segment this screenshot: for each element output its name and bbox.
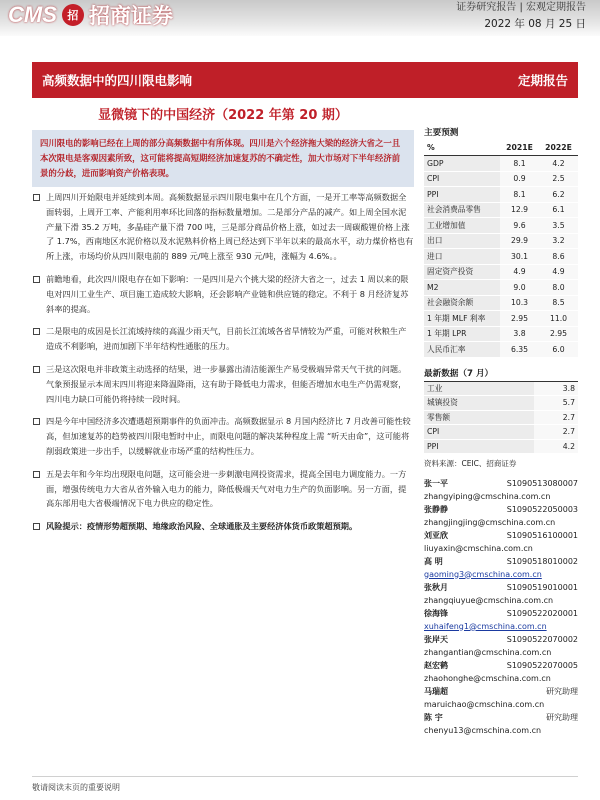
analyst-email[interactable]: zhangantian@cmschina.com.cn xyxy=(424,647,552,657)
row-label: GDP xyxy=(424,156,500,172)
topic-banner xyxy=(32,62,578,98)
logo-text-en: CMS xyxy=(8,2,57,27)
analyst-list xyxy=(424,478,578,738)
analyst-cert: S1090522020001 xyxy=(506,609,578,618)
row-label: 社会消费品零售 xyxy=(424,202,500,218)
analyst-name: 马瑞超 xyxy=(424,687,448,696)
table-row xyxy=(424,342,578,358)
row-label: CPI xyxy=(424,171,500,187)
bullet-text: 四是今年中国经济多次遭遇超预期事件的负面冲击。高频数据显示 8 月国内经济比 7 月改善可能性较高，但加速复苏的趋势被四川限电暂时中止，而限电问题的解决某种程度上需 “听天由命”，这可能将削弱政策进一步出手，以缓解就业市场严重的结构性压力。 xyxy=(46,416,411,456)
analyst-name: 张秋月 xyxy=(424,583,448,592)
analyst-email-link[interactable]: xuhaifeng1@cmschina.com.cn xyxy=(424,621,547,631)
row-label: 社会融资余额 xyxy=(424,295,500,311)
report-meta xyxy=(456,0,586,31)
analyst-entry xyxy=(424,504,578,529)
analyst-cert: S1090513080007 xyxy=(506,479,578,488)
analyst-email-link[interactable]: gaoming3@cmschina.com.cn xyxy=(424,569,542,579)
analyst-entry xyxy=(424,582,578,607)
forecast-heading: 主要预测 xyxy=(424,128,459,138)
row-label: PPI xyxy=(424,187,500,203)
bullet-item xyxy=(32,190,414,264)
row-label: 1 年期 MLF 利率 xyxy=(424,311,500,327)
table-row xyxy=(424,381,578,396)
bullet-item xyxy=(32,414,414,458)
analyst-cert: S1090522070005 xyxy=(506,661,578,670)
cell-value: 30.1 xyxy=(500,249,539,265)
checkbox-bullet-icon xyxy=(33,523,40,530)
bullet-text: 前瞻地看，此次四川限电存在如下影响：一是四川是六个挑大梁的经济大省之一，过去 1 周以来的限电对四川工业生产、项目施工造成较大影响，还会影响产业链和供应链的稳定。不利于 8 月经济复苏斜率的提高。 xyxy=(46,273,409,314)
analyst-email[interactable]: chenyu13@cmschina.com.cn xyxy=(424,725,542,735)
checkbox-bullet-icon xyxy=(33,471,40,478)
body-bullets xyxy=(32,190,414,542)
cell-value: 4.9 xyxy=(500,264,539,280)
table-row xyxy=(424,202,578,218)
report-type-label: 定期报告 xyxy=(517,73,568,88)
cell-value: 8.6 xyxy=(539,249,578,265)
column-header: 2022E xyxy=(539,140,578,156)
analyst-entry xyxy=(424,556,578,581)
bullet-item xyxy=(32,467,414,511)
row-label: M2 xyxy=(424,280,500,296)
cell-value: 4.2 xyxy=(534,439,578,454)
cell-value: 9.6 xyxy=(500,218,539,234)
cell-value: 4.2 xyxy=(539,156,578,172)
cell-value: 29.9 xyxy=(500,233,539,249)
bullet-item xyxy=(32,272,414,316)
latest-data-table xyxy=(424,381,578,455)
latest-data-heading: 最新数据（7 月） xyxy=(424,368,494,379)
bullet-text: 二是限电的成因是长江流域持续的高温少雨天气，目前长江流域各省旱情较为严重，可能对秋粮生产造成不利影响，进而加剧下半年结构性通胀的压力。 xyxy=(46,326,407,352)
analyst-email[interactable]: zhaohonghe@cmschina.com.cn xyxy=(424,673,551,683)
table-row xyxy=(424,249,578,265)
cell-value: 3.8 xyxy=(500,326,539,342)
header-bar xyxy=(0,0,600,36)
bullet-text: 风险提示：疫情形势超预期、地缘政治风险、全球通胀及主要经济体货币政策超预期。 xyxy=(46,521,358,532)
company-logo xyxy=(8,1,173,29)
cell-value: 8.0 xyxy=(539,280,578,296)
table-row xyxy=(424,439,578,454)
bullet-text: 三是这次限电并非政策主动选择的结果，进一步暴露出清洁能源生产易受极端异常天气干扰的问题。气象预报显示本周末四川将迎来降温降雨，这有助于降低电力需求，但能否增加水电生产仍需观察，四川电力缺口可能仍将持续一段时间。 xyxy=(46,363,407,404)
analyst-email[interactable]: zhangyiping@cmschina.com.cn xyxy=(424,491,551,501)
table-header-row xyxy=(424,140,578,156)
cell-value: 2.7 xyxy=(534,425,578,440)
analyst-entry xyxy=(424,478,578,503)
analyst-name: 张一平 xyxy=(424,479,448,488)
table-row xyxy=(424,280,578,296)
cell-value: 8.1 xyxy=(500,187,539,203)
analyst-name: 张岸天 xyxy=(424,635,448,644)
cell-value: 0.9 xyxy=(500,171,539,187)
bullet-text: 五是去年和今年均出现限电问题，这可能会进一步刺激电网投资需求，提高全国电力调度能力。一方面，增强传统电力大省从省外输入电力的能力，降低极端天气对电力生产的负面影响。另一方面，提高东部用电大省极端情况下电力供应的稳定性。 xyxy=(46,468,407,509)
row-label: 人民币汇率 xyxy=(424,342,500,358)
analyst-entry xyxy=(424,634,578,659)
report-title: 显微镜下的中国经济（2022 年第 20 期） xyxy=(98,108,348,123)
analyst-cert: S1090516100001 xyxy=(506,531,578,540)
table-row xyxy=(424,326,578,342)
bullet-item xyxy=(32,324,414,354)
cell-value: 12.9 xyxy=(500,202,539,218)
analyst-cert: 研究助理 xyxy=(546,713,578,722)
bullet-item xyxy=(32,362,414,406)
table-row xyxy=(424,295,578,311)
analyst-email[interactable]: maruichao@cmschina.com.cn xyxy=(424,699,545,709)
analyst-email[interactable]: zhangqiuyue@cmschina.com.cn xyxy=(424,595,554,605)
report-date: 2022 年 08 月 25 日 xyxy=(484,18,586,30)
cell-value: 2.95 xyxy=(539,326,578,342)
cell-value: 4.9 xyxy=(539,264,578,280)
analyst-email[interactable]: zhangjingjing@cmschina.com.cn xyxy=(424,517,556,527)
cell-value: 2.7 xyxy=(534,410,578,425)
row-label: 城镇投资 xyxy=(424,396,534,411)
analyst-entry xyxy=(424,530,578,555)
analyst-name: 刘亚欣 xyxy=(424,531,448,540)
analyst-email[interactable]: liuyaxin@cmschina.com.cn xyxy=(424,543,533,553)
row-label: 零售额 xyxy=(424,410,534,425)
column-header: % xyxy=(424,140,500,156)
row-label: 1 年期 LPR xyxy=(424,326,500,342)
banner-topic: 高频数据中的四川限电影响 xyxy=(42,73,193,88)
table-row xyxy=(424,396,578,411)
table-row xyxy=(424,156,578,172)
footer-note: 敬请阅读末页的重要说明 xyxy=(32,783,120,792)
row-label: 出口 xyxy=(424,233,500,249)
sidebar xyxy=(424,126,578,469)
analyst-entry xyxy=(424,686,578,711)
cell-value: 9.0 xyxy=(500,280,539,296)
cell-value: 8.1 xyxy=(500,156,539,172)
cell-value: 3.8 xyxy=(534,381,578,396)
analyst-name: 徐海锋 xyxy=(424,609,448,618)
footer-divider xyxy=(32,776,578,777)
forecast-table xyxy=(424,140,578,358)
row-label: CPI xyxy=(424,425,534,440)
checkbox-bullet-icon xyxy=(33,276,40,283)
report-series: 证券研究报告 | 宏观定期报告 xyxy=(456,2,586,13)
cell-value: 2.95 xyxy=(500,311,539,327)
row-label: PPI xyxy=(424,439,534,454)
cell-value: 6.0 xyxy=(539,342,578,358)
analyst-cert: S1090519010001 xyxy=(506,583,578,592)
cell-value: 6.1 xyxy=(539,202,578,218)
table-row xyxy=(424,233,578,249)
checkbox-bullet-icon xyxy=(33,328,40,335)
cell-value: 6.2 xyxy=(539,187,578,203)
analyst-cert: 研究助理 xyxy=(546,687,578,696)
analyst-cert: S1090522070002 xyxy=(506,635,578,644)
analyst-name: 张静静 xyxy=(424,505,448,514)
table-row xyxy=(424,311,578,327)
analyst-entry xyxy=(424,608,578,633)
column-header: 2021E xyxy=(500,140,539,156)
row-label: 固定资产投资 xyxy=(424,264,500,280)
risk-warning xyxy=(32,519,414,534)
table-row xyxy=(424,410,578,425)
abstract-box: 四川限电的影响已经在上周的部分高频数据中有所体现。四川是六个经济拖大梁的经济大省之一且本次限电是客观因素所致，这可能将提高短期经济加速复苏的不确定性，加大市场对下半年经济前景的分歧，进而影响资产价格表现。 xyxy=(32,130,414,187)
cell-value: 8.5 xyxy=(539,295,578,311)
checkbox-bullet-icon xyxy=(33,194,40,201)
row-label: 工业 xyxy=(424,381,534,396)
row-label: 工业增加值 xyxy=(424,218,500,234)
analyst-cert: S1090522050003 xyxy=(506,505,578,514)
cell-value: 6.35 xyxy=(500,342,539,358)
analyst-name: 陈 宇 xyxy=(424,713,443,722)
cell-value: 2.5 xyxy=(539,171,578,187)
logo-seal-icon: 招 xyxy=(62,4,84,26)
data-source: 资料来源：CEIC、招商证券 xyxy=(424,459,517,468)
checkbox-bullet-icon xyxy=(33,418,40,425)
analyst-entry xyxy=(424,660,578,685)
cell-value: 3.2 xyxy=(539,233,578,249)
logo-text-cn: 招商证券 xyxy=(88,4,173,28)
checkbox-bullet-icon xyxy=(33,366,40,373)
cell-value: 11.0 xyxy=(539,311,578,327)
row-label: 进口 xyxy=(424,249,500,265)
table-row xyxy=(424,171,578,187)
table-row xyxy=(424,425,578,440)
cell-value: 5.7 xyxy=(534,396,578,411)
cell-value: 10.3 xyxy=(500,295,539,311)
table-row xyxy=(424,187,578,203)
analyst-entry xyxy=(424,712,578,737)
analyst-name: 高 明 xyxy=(424,557,443,566)
table-row xyxy=(424,264,578,280)
table-row xyxy=(424,218,578,234)
cell-value: 3.5 xyxy=(539,218,578,234)
analyst-cert: S1090518010002 xyxy=(506,557,578,566)
bullet-text: 上周四川开始限电并延续到本周。高频数据显示四川限电集中在几个方面，一是开工率等高频数据全面转弱，上周开工率、产能利用率环比回落的指标数量增加。二是部分产品的减产。如上周全国水泥产量下滑 35.2 万吨，多晶硅产量下滑 700 吨，三是部分商品价格上涨，如过去一周碳酸锂价格上涨了 1.7%，西南地区水泥价格以及水泥熟料价格上周已经达到下半年以来的最高水平，动力煤价格也有所上涨，市场均价从四川限电前的 889 元/吨上涨至 930 元/吨，涨幅为 4.6%。。 xyxy=(46,192,414,262)
analyst-name: 赵宏鹤 xyxy=(424,661,448,670)
